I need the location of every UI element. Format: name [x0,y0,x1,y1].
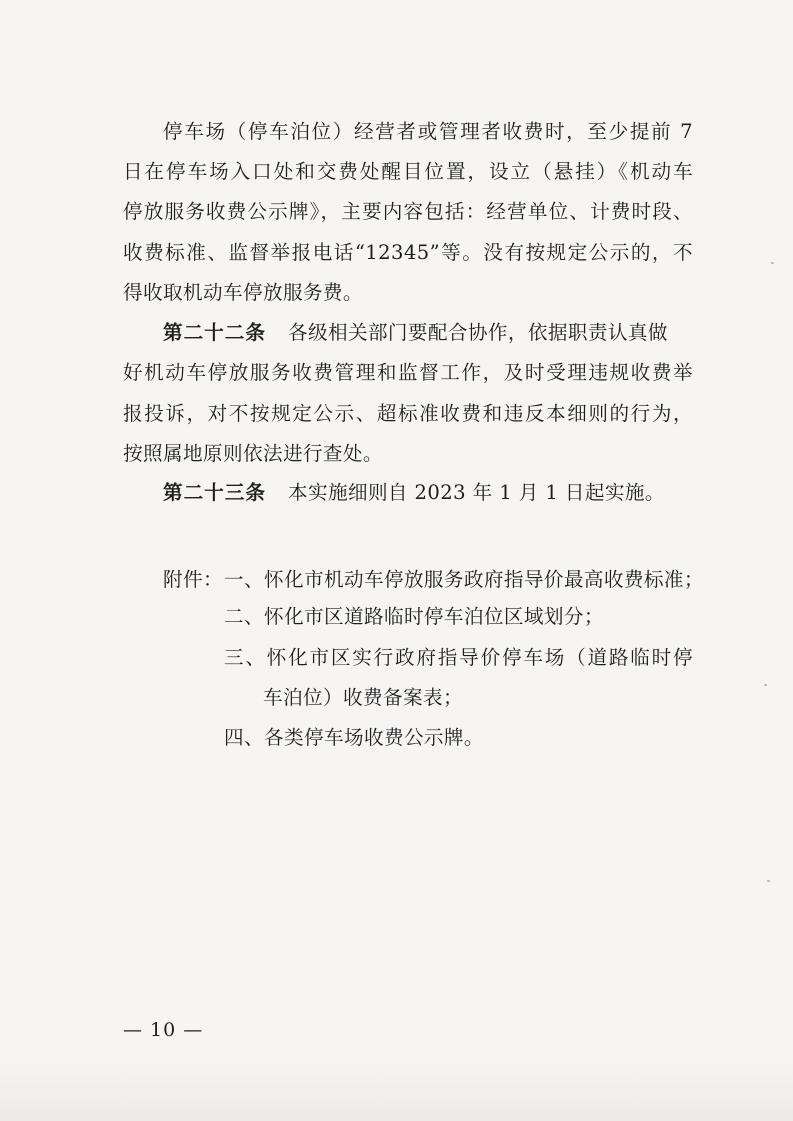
scan-speck [767,880,770,882]
paragraph-line: 按照属地原则依法进行查处。 [123,442,383,465]
article-23-text: 本实施细则自 2023 年 1 月 1 日起实施。 [287,481,665,504]
paragraph-line: 收费标准、监督举报电话“12345”等。没有按规定公示的，不 [123,241,693,264]
paragraph-line: 得收取机动车停放服务费。 [123,281,363,304]
article-23-label: 第二十三条 [163,481,266,504]
paragraph-line: 好机动车停放服务收费管理和监督工作，及时受理违规收费举 [123,361,693,384]
article-23-line [163,477,693,509]
paragraph-line: 日在停车场入口处和交费处醒目位置，设立（悬挂）《机动车 [123,160,693,183]
scan-speck [771,262,774,264]
scan-shadow [0,1060,793,1121]
page-number: — 10 — [123,1019,204,1041]
attachment-item: 三、怀化市区实行政府指导价停车场（道路临时停 [224,646,693,669]
scan-speck [764,684,767,686]
article-22-first-line [163,317,693,349]
paragraph-line: 停车场（停车泊位）经营者或管理者收费时，至少提前 7 [163,120,693,143]
attachments-label: 附件： [163,568,223,591]
attachment-item: 一、怀化市机动车停放服务政府指导价最高收费标准； [224,568,704,591]
paragraph-line: 停放服务收费公示牌》，主要内容包括：经营单位、计费时段、 [123,200,693,223]
article-22-label: 第二十二条 [163,321,266,344]
attachment-item-continuation: 车泊位）收费备案表； [263,686,463,709]
paragraph-line: 报投诉，对不按规定公示、超标准收费和违反本细则的行为， [123,402,693,425]
attachment-item: 四、各类停车场收费公示牌。 [224,726,484,749]
attachment-item: 二、怀化市区道路临时停车泊位区域划分； [224,605,604,628]
article-22-text: 各级相关部门要配合协作，依据职责认真做 [287,321,668,344]
